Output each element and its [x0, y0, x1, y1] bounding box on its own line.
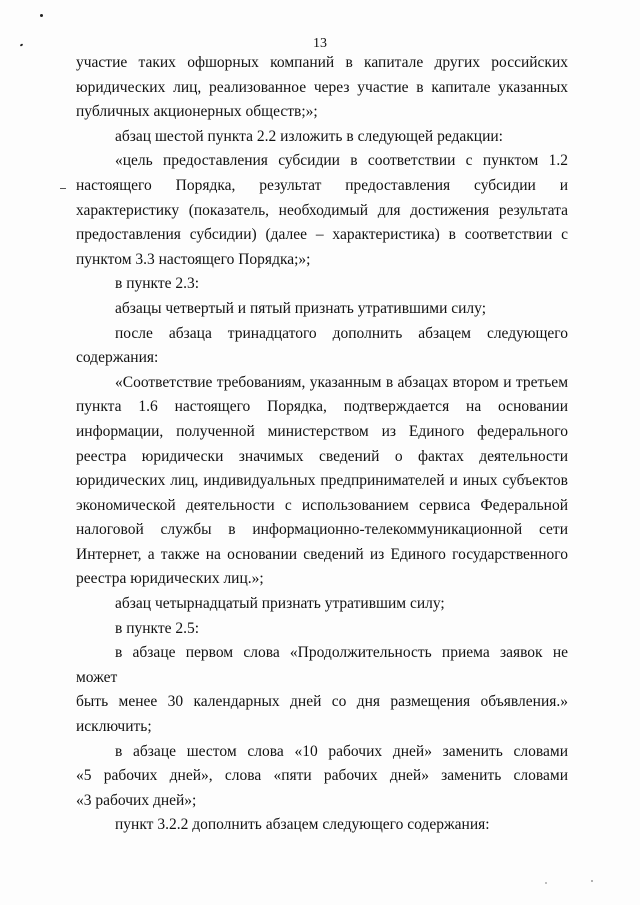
text-line: информации, полученной министерством из Единого федерального	[76, 422, 568, 440]
document-body	[76, 51, 568, 838]
text-line: пункт 3.2.2 дополнить абзацем следующего содержания:	[115, 816, 490, 834]
paragraph	[76, 322, 568, 371]
text-line: исключить;	[76, 718, 152, 736]
text-line: «цель предоставления субсидии в соответствии с пунктом 1.2	[115, 152, 568, 170]
paragraph	[76, 51, 568, 125]
text-line: публичных акционерных обществ;»;	[76, 103, 318, 121]
text-line: реестра юридических лиц.»;	[76, 570, 264, 588]
scan-speck	[545, 882, 547, 884]
paragraph	[76, 592, 568, 617]
paragraph	[76, 371, 568, 592]
paragraph	[76, 617, 568, 642]
text-line: абзац шестой пункта 2.2 изложить в следующей редакции:	[115, 127, 503, 145]
scan-speck	[591, 880, 593, 882]
text-line: характеристику (показатель, необходимый для достижения результата	[76, 201, 568, 219]
text-line: юридических лиц, индивидуальных предпринимателей и иных субъектов	[76, 472, 568, 490]
text-line: пункта 1.6 настоящего Порядка, подтверждается на основании	[76, 398, 568, 416]
text-line: содержания:	[76, 349, 159, 367]
page-number: 13	[313, 36, 327, 51]
paragraph	[76, 125, 568, 150]
scan-speck	[40, 14, 43, 17]
text-line: юридических лиц, реализованное через участие в капитале указанных	[76, 78, 568, 96]
text-line: «5 рабочих дней», слова «пяти рабочих дней» заменить словами	[76, 767, 568, 785]
text-line: предоставления субсидии) (далее – характеристика) в соответствии с	[76, 226, 568, 244]
text-line: в абзаце первом слова «Продолжительность приема заявок не может	[76, 644, 568, 686]
text-line: настоящего Порядка, результат предоставления субсидии и	[76, 176, 568, 194]
text-line: быть менее 30 календарных дней со дня размещения объявления.»	[76, 693, 568, 711]
text-line: Интернет, а также на основании сведений из Единого государственного	[76, 545, 568, 563]
text-line: налоговой службы в информационно-телекоммуникационной сети	[76, 521, 568, 539]
text-line: «Соответствие требованиям, указанным в абзацах втором и третьем	[115, 373, 568, 391]
text-line: «3 рабочих дней»;	[76, 791, 197, 809]
text-line: экономической деятельности с использованием сервиса Федеральной	[76, 496, 568, 514]
text-line: абзац четырнадцатый признать утратившим силу;	[115, 595, 445, 613]
paragraph	[76, 297, 568, 322]
text-line: после абзаца тринадцатого дополнить абзацем следующего	[115, 324, 568, 342]
text-line: в абзаце шестом слова «10 рабочих дней» заменить словами	[115, 742, 568, 760]
paragraph	[76, 813, 568, 838]
text-line: в пункте 2.5:	[115, 619, 200, 637]
text-line: в пункте 2.3:	[115, 275, 200, 293]
paragraph	[76, 641, 568, 739]
paragraph	[76, 149, 568, 272]
text-line: пунктом 3.3 настоящего Порядка;»;	[76, 250, 311, 268]
paragraph	[76, 740, 568, 814]
paragraph	[76, 272, 568, 297]
scan-speck	[60, 188, 66, 189]
text-line: реестра юридически значимых сведений о фактах деятельности	[76, 447, 568, 465]
text-line: абзацы четвертый и пятый признать утратившими силу;	[115, 299, 487, 317]
text-line: участие таких офшорных компаний в капитале других российских	[76, 54, 568, 71]
